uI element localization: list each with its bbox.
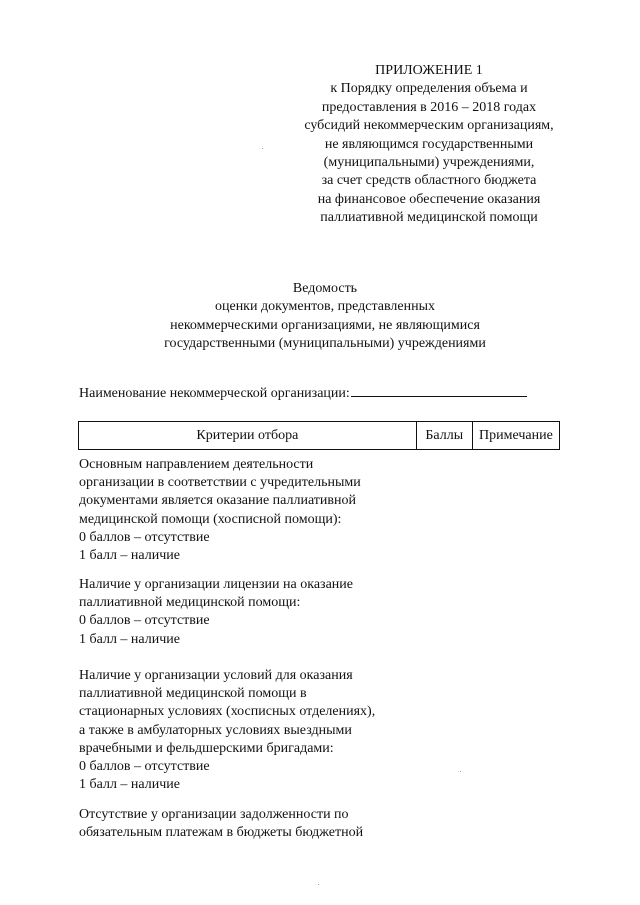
- appendix-header: [288, 62, 570, 228]
- criterion-line: 0 баллов – отсутствие: [79, 529, 210, 545]
- appendix-line: (муниципальными) учреждениями,: [323, 155, 535, 171]
- criterion-line: 0 баллов – отсутствие: [79, 613, 210, 629]
- criterion-line: документами является оказание паллиативной: [79, 493, 357, 509]
- criterion-line: Наличие у организации лицензии на оказание: [79, 577, 353, 592]
- appendix-line: ПРИЛОЖЕНИЕ 1: [375, 63, 483, 78]
- criterion-line: 0 баллов – отсутствие: [79, 759, 210, 775]
- appendix-line: за счет средств областного бюджета: [321, 173, 537, 189]
- scan-speck: [318, 884, 319, 885]
- criterion-line: 1 балл – наличие: [79, 631, 180, 647]
- scan-speck: [262, 148, 263, 149]
- criterion-line: медицинской помощи (хосписной помощи):: [79, 511, 342, 527]
- criterion-line: организации в соответствии с учредительными: [79, 475, 361, 491]
- title-line: Ведомость: [292, 281, 358, 296]
- criteria-table-header: [78, 421, 560, 450]
- appendix-line: субсидий некоммерческим организациям,: [304, 118, 554, 134]
- criterion-line: обязательным платежам в бюджеты бюджетной: [79, 825, 364, 841]
- criterion-4: [79, 806, 363, 842]
- scan-speck: [460, 771, 461, 772]
- criterion-line: стационарных условиях (хосписных отделениях),: [79, 704, 376, 720]
- title-line: некоммерческими организациями, не являющимися: [170, 317, 480, 333]
- criterion-line: Наличие у организации условий для оказания: [79, 668, 353, 683]
- org-name-field: [79, 384, 527, 402]
- appendix-line: к Порядку определения объема и: [330, 81, 528, 97]
- criterion-line: 1 балл – наличие: [79, 777, 180, 793]
- org-name-blank: [351, 384, 527, 397]
- criterion-2: [79, 576, 353, 649]
- document-title: [110, 280, 540, 354]
- criterion-line: Основным направлением деятельности: [79, 457, 314, 472]
- org-name-label: Наименование некоммерческой организации:: [79, 386, 350, 401]
- header-criteria: Критерии отбора: [79, 422, 417, 450]
- appendix-line: паллиативной медицинской помощи: [320, 210, 538, 226]
- criterion-line: врачебными и фельдшерскими бригадами:: [79, 740, 334, 756]
- header-note: Примечание: [472, 422, 559, 450]
- criterion-line: Отсутствие у организации задолженности по: [79, 807, 349, 822]
- criterion-3: [79, 667, 375, 794]
- criterion-line: паллиативной медицинской помощи в: [79, 686, 307, 702]
- criterion-line: 1 балл – наличие: [79, 548, 180, 564]
- title-line: государственными (муниципальными) учреждениями: [164, 336, 486, 352]
- criterion-line: а также в амбулаторных условиях выездными: [79, 722, 352, 738]
- title-line: оценки документов, представленных: [214, 299, 436, 315]
- header-points: Баллы: [416, 422, 472, 450]
- appendix-line: на финансовое обеспечение оказания: [317, 191, 541, 207]
- appendix-line: предоставления в 2016 – 2018 годах: [321, 99, 537, 115]
- criterion-1: [79, 456, 361, 565]
- criterion-line: паллиативной медицинской помощи:: [79, 595, 301, 611]
- appendix-line: не являющимся государственными: [324, 136, 534, 152]
- table-header-row: [79, 422, 560, 450]
